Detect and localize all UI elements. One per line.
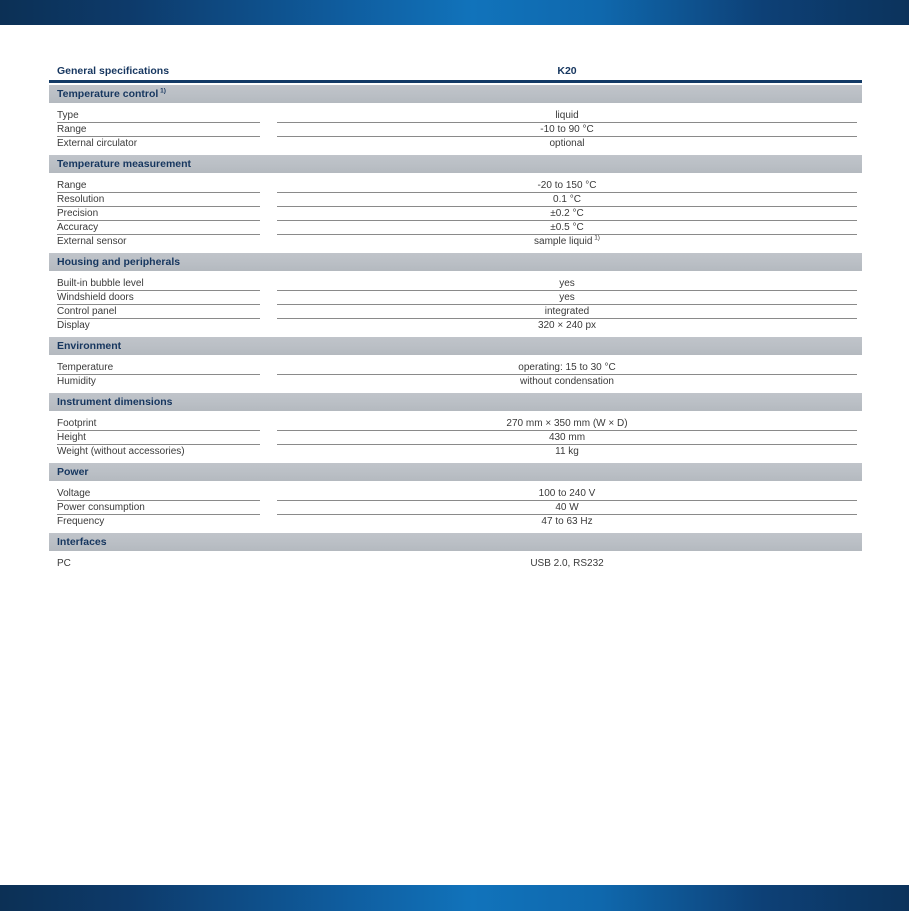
spec-label: Humidity: [57, 376, 96, 387]
table-row: [49, 137, 862, 151]
spec-value: yes: [277, 291, 857, 305]
spec-value: 40 W: [277, 501, 857, 515]
spec-label: Built-in bubble level: [57, 277, 260, 291]
spec-label: External circulator: [57, 138, 138, 149]
spec-label: Resolution: [57, 193, 260, 207]
spec-value: yes: [277, 277, 857, 291]
table-row: [49, 361, 862, 375]
spec-value: 47 to 63 Hz: [541, 516, 593, 527]
spec-value: -10 to 90 °C: [277, 123, 857, 137]
footnote-marker: 1): [592, 235, 600, 242]
spec-value: integrated: [277, 305, 857, 319]
section-header: [49, 533, 862, 551]
table-row: [49, 207, 862, 221]
spec-value: ±0.2 °C: [277, 207, 857, 221]
spec-label: Range: [57, 179, 260, 193]
spec-value: operating: 15 to 30 °C: [277, 361, 857, 375]
footnote-marker: 1): [158, 87, 166, 95]
spec-label: Accuracy: [57, 221, 260, 235]
spec-label: Weight (without accessories): [57, 446, 185, 457]
spec-label: Type: [57, 109, 260, 123]
spec-label: Range: [57, 123, 260, 137]
section-rows: [49, 361, 862, 389]
spec-value: 0.1 °C: [277, 193, 857, 207]
spec-value: 100 to 240 V: [277, 487, 857, 501]
spec-label: PC: [57, 558, 71, 569]
table-row: [49, 375, 862, 389]
section-rows: [49, 487, 862, 529]
table-row: [49, 277, 862, 291]
section-header: [49, 463, 862, 481]
spec-label: Frequency: [57, 516, 105, 527]
table-row: [49, 445, 862, 459]
section-header: [49, 393, 862, 411]
spec-value: 320 × 240 px: [537, 320, 597, 331]
table-row: [49, 179, 862, 193]
table-header-model: K20: [557, 65, 577, 77]
table-row: [49, 291, 862, 305]
table-row: [49, 417, 862, 431]
spec-value: -20 to 150 °C: [277, 179, 857, 193]
table-row: [49, 319, 862, 333]
spec-value: without condensation: [520, 376, 614, 387]
section-title: Power: [57, 466, 89, 478]
spec-label: Display: [57, 320, 90, 331]
spec-value: optional: [549, 138, 585, 149]
spec-value: ±0.5 °C: [277, 221, 857, 235]
section-title: Temperature measurement: [57, 158, 192, 170]
section-title: Environment: [57, 340, 122, 352]
section-rows: [49, 557, 862, 571]
table-header: [49, 64, 862, 83]
spec-label: Footprint: [57, 417, 260, 431]
section-rows: [49, 179, 862, 249]
bottom-brand-bar: [0, 885, 909, 911]
spec-sheet: [49, 64, 862, 575]
table-header-left: General specifications: [57, 65, 170, 77]
section-title: Temperature control: [57, 88, 159, 100]
spec-label: Voltage: [57, 487, 260, 501]
section-title: Interfaces: [57, 536, 107, 548]
spec-value: sample liquid $^{1)}$: [534, 235, 600, 247]
table-row: [49, 109, 862, 123]
spec-value: 11 kg: [555, 446, 579, 457]
spec-label: External sensor: [57, 236, 127, 247]
section-header: [49, 85, 862, 103]
table-row: [49, 305, 862, 319]
table-row: [49, 515, 862, 529]
table-row: [49, 431, 862, 445]
section-header: [49, 253, 862, 271]
spec-value: 430 mm: [277, 431, 857, 445]
top-brand-bar: [0, 0, 909, 25]
table-row: [49, 235, 862, 249]
spec-value: liquid: [277, 109, 857, 123]
spec-label: Power consumption: [57, 501, 260, 515]
section-title: Instrument dimensions: [57, 396, 173, 408]
spec-value: 270 mm × 350 mm (W × D): [277, 417, 857, 431]
section-rows: [49, 417, 862, 459]
spec-label: Precision: [57, 207, 260, 221]
spec-label: Temperature: [57, 361, 260, 375]
table-row: [49, 501, 862, 515]
table-row: [49, 193, 862, 207]
section-title: Housing and peripherals: [57, 256, 181, 268]
section-rows: [49, 109, 862, 151]
table-row: [49, 123, 862, 137]
table-row: [49, 221, 862, 235]
section-header: [49, 155, 862, 173]
section-header: [49, 337, 862, 355]
spec-value: USB 2.0, RS232: [530, 558, 604, 569]
spec-sections: [49, 85, 862, 571]
table-row: [49, 487, 862, 501]
table-row: [49, 557, 862, 571]
spec-label: Height: [57, 431, 260, 445]
spec-label: Control panel: [57, 305, 260, 319]
spec-label: Windshield doors: [57, 291, 260, 305]
section-rows: [49, 277, 862, 333]
